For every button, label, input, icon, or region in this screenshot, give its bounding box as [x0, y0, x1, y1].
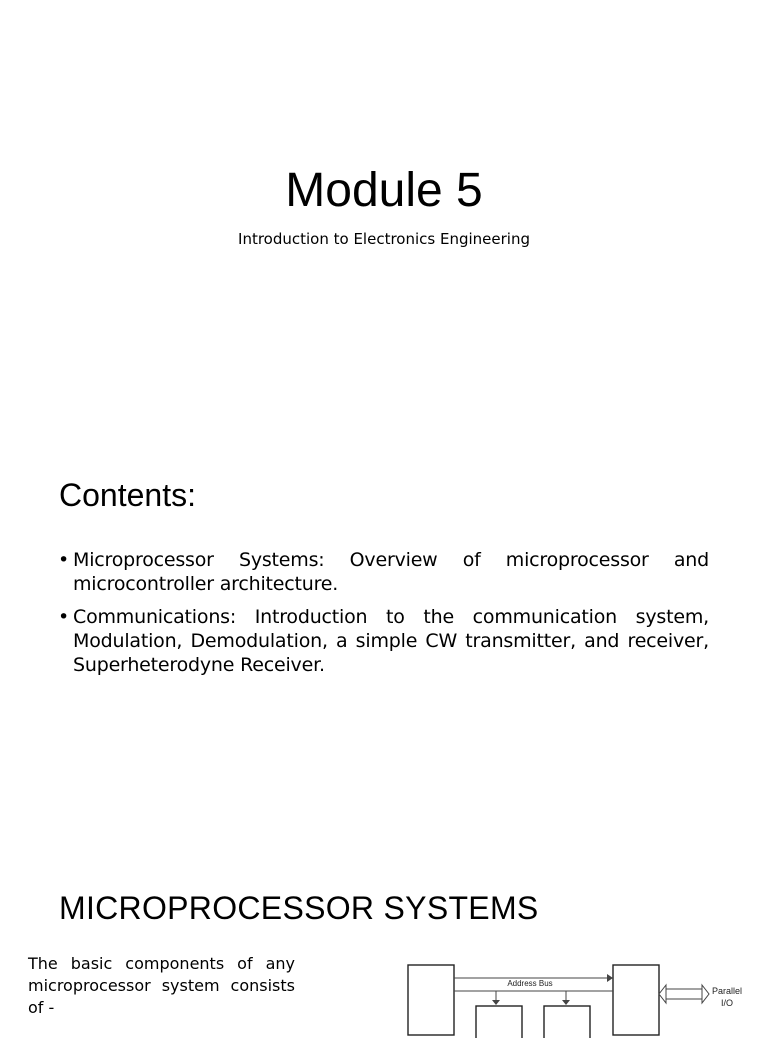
list-item [58, 548, 709, 596]
arrow-down-icon [562, 1000, 570, 1005]
microprocessor-slide [0, 830, 768, 1024]
ram-block [544, 1006, 590, 1038]
address-bus-arrow-icon [607, 974, 613, 982]
list-item [58, 605, 709, 677]
bullet-icon: • [58, 606, 70, 628]
parallel-io-label-line1: Parallel [711, 986, 743, 996]
rom-block [476, 1006, 522, 1038]
arrow-down-icon [492, 1000, 500, 1005]
parallel-io-left-arrow-icon [659, 985, 666, 1003]
slide-subtitle: Introduction to Electronics Engineering [238, 230, 530, 248]
contents-list [58, 548, 709, 686]
bullet-icon: • [58, 549, 70, 571]
microprocessor-block-diagram [400, 958, 760, 1038]
parallel-io-right-arrow-icon [702, 985, 709, 1003]
cpu-block [408, 965, 454, 1035]
contents-slide [0, 430, 768, 830]
slide-title: Module 5 [285, 164, 483, 217]
contents-heading: Contents: [59, 477, 196, 513]
io-block [613, 965, 659, 1035]
body-text: The basic components of any microprocessor system consists of - [28, 954, 295, 1017]
address-bus-label: Address Bus [507, 979, 553, 988]
list-item-text: Communications: Introduction to the communication system, Modulation, Demodulation, a simple CW transmitter, and receiver, Superheterodyne Receiver. [73, 606, 709, 676]
section-heading: MICROPROCESSOR SYSTEMS [59, 890, 539, 926]
parallel-io-label-line2: I/O [720, 998, 734, 1008]
list-item-text: Microprocessor Systems: Overview of microprocessor and microcontroller architecture. [73, 549, 709, 595]
title-slide [0, 0, 768, 430]
